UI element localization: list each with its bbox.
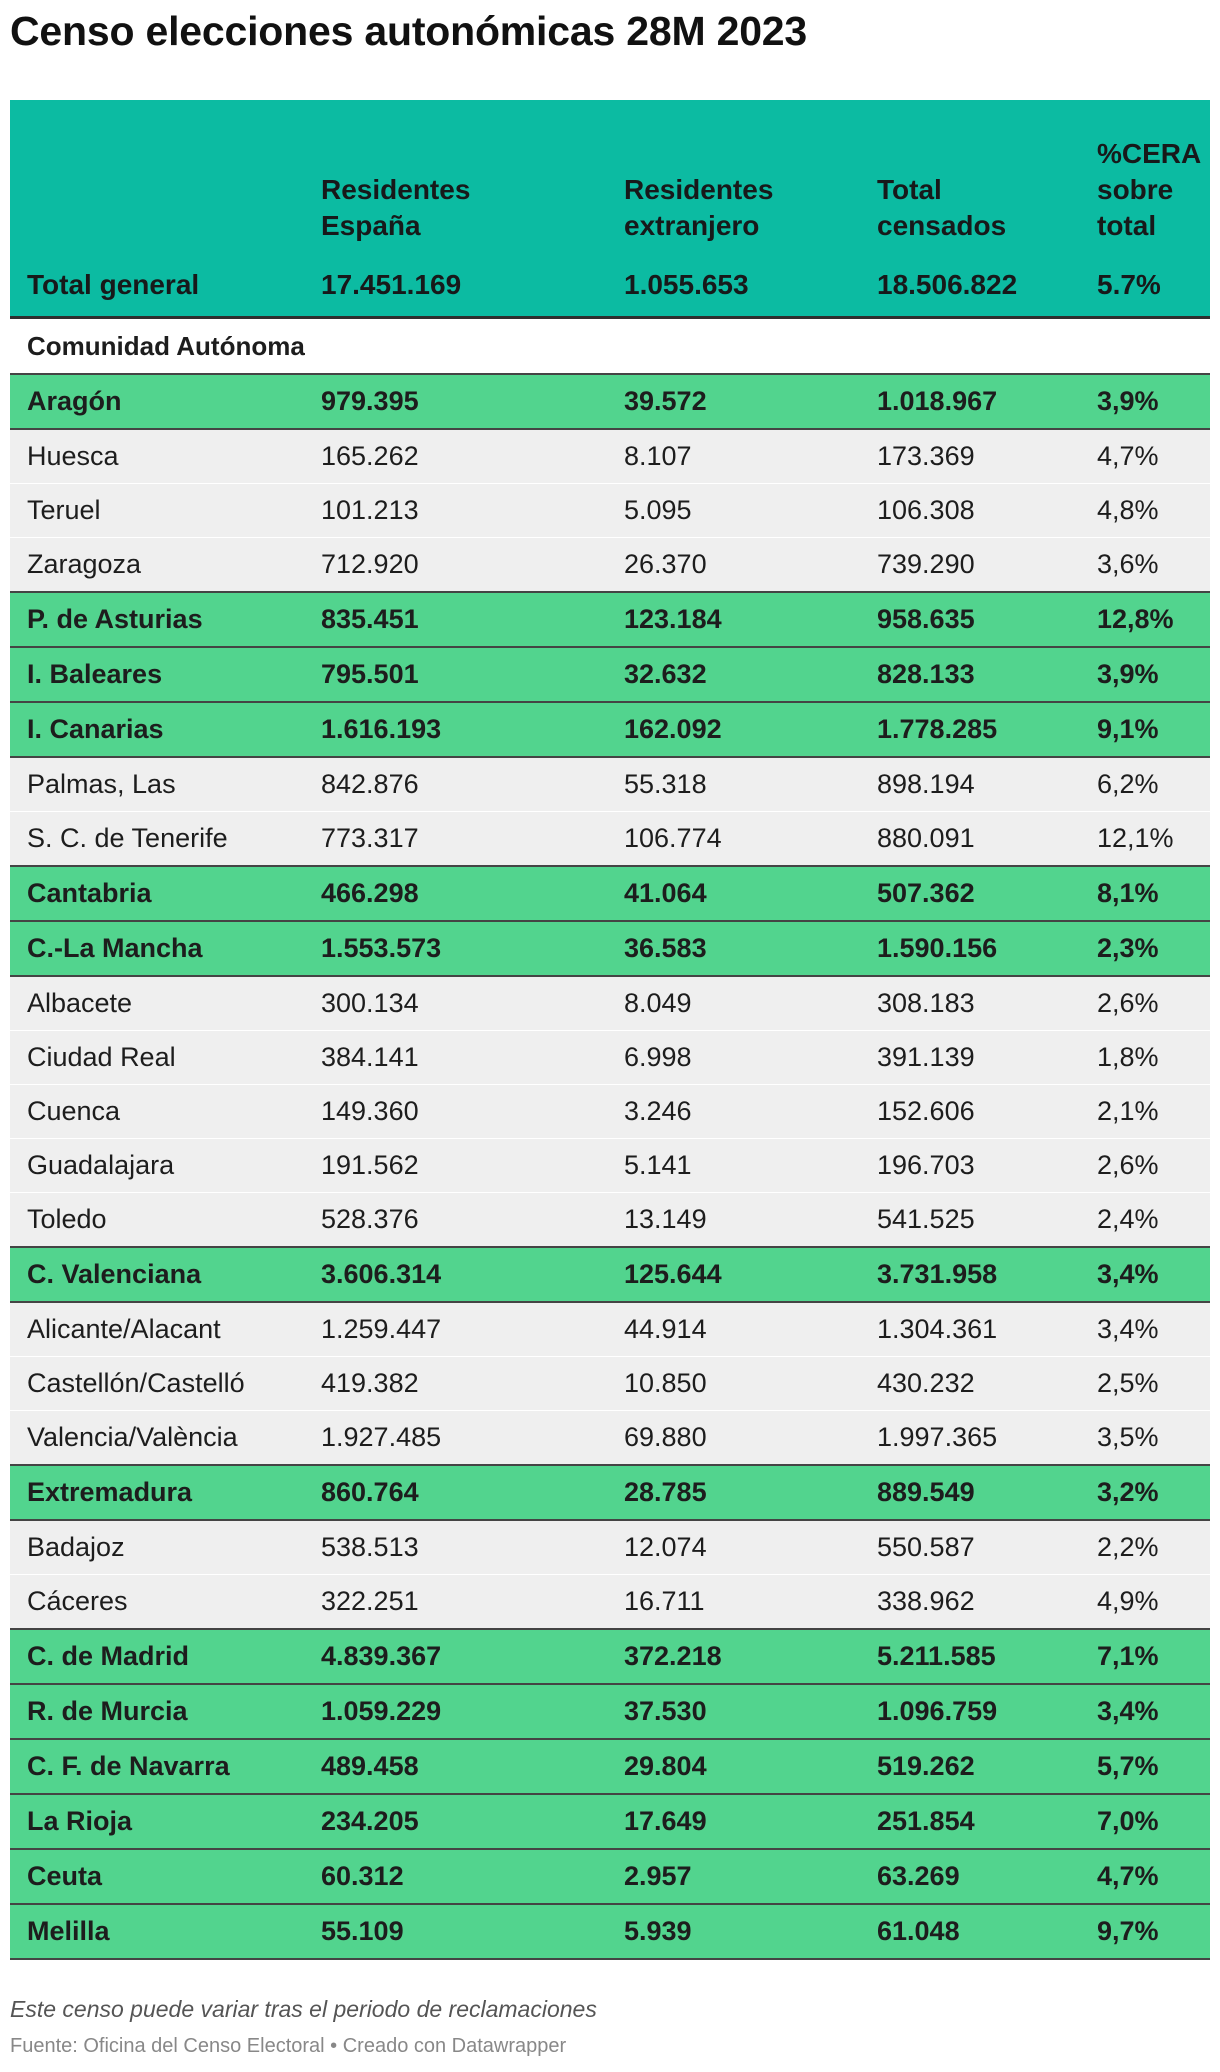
value-cell: 541.525 [860,1193,1080,1248]
value-cell: 8.107 [607,429,860,484]
column-header-row [10,100,1210,254]
value-cell: 308.183 [860,976,1080,1031]
value-cell: 63.269 [860,1849,1080,1904]
value-cell: 958.635 [860,592,1080,647]
value-cell: 251.854 [860,1794,1080,1849]
value-cell: 835.451 [304,592,607,647]
value-cell: 60.312 [304,1849,607,1904]
value-cell: 1.590.156 [860,921,1080,976]
value-cell: 3,6% [1080,538,1210,593]
value-cell: 979.395 [304,374,607,429]
value-cell: 28.785 [607,1465,860,1520]
value-cell: 3,4% [1080,1684,1210,1739]
column-header: Residentes España [304,100,607,254]
section-label: Comunidad Autónoma [27,330,305,361]
value-cell: 519.262 [860,1739,1080,1794]
total-cell: 5.7% [1080,254,1210,318]
value-cell: 125.644 [607,1247,860,1302]
value-cell: 3,2% [1080,1465,1210,1520]
total-cell: 1.055.653 [607,254,860,318]
value-cell: 2,4% [1080,1193,1210,1248]
region-row [10,1629,1210,1684]
value-cell: 391.139 [860,1031,1080,1085]
value-cell: 36.583 [607,921,860,976]
row-label-cell: Alicante/Alacant [10,1302,304,1357]
value-cell: 739.290 [860,538,1080,593]
value-cell: 5.095 [607,484,860,538]
region-row [10,647,1210,702]
value-cell: 1.616.193 [304,702,607,757]
column-header: Total censados [860,100,1080,254]
row-label-cell: Valencia/València [10,1411,304,1466]
value-cell: 300.134 [304,976,607,1031]
value-cell: 61.048 [860,1904,1080,1959]
region-row [10,374,1210,429]
value-cell: 3.606.314 [304,1247,607,1302]
value-cell: 29.804 [607,1739,860,1794]
province-row [10,538,1210,593]
value-cell: 1.018.967 [860,374,1080,429]
source-credit: Fuente: Oficina del Censo Electoral • Creado con Datawrapper [10,2035,567,2057]
row-label-cell: Badajoz [10,1520,304,1575]
value-cell: 550.587 [860,1520,1080,1575]
value-cell: 32.632 [607,647,860,702]
value-cell: 538.513 [304,1520,607,1575]
value-cell: 44.914 [607,1302,860,1357]
value-cell: 39.572 [607,374,860,429]
value-cell: 372.218 [607,1629,860,1684]
row-label-cell: S. C. de Tenerife [10,812,304,867]
value-cell: 1.304.361 [860,1302,1080,1357]
province-row [10,484,1210,538]
value-cell: 106.774 [607,812,860,867]
row-label-cell: Zaragoza [10,538,304,593]
value-cell: 26.370 [607,538,860,593]
row-label-cell: Toledo [10,1193,304,1248]
value-cell: 1.059.229 [304,1684,607,1739]
value-cell: 5.141 [607,1139,860,1193]
value-cell: 106.308 [860,484,1080,538]
row-label-cell: I. Baleares [10,647,304,702]
value-cell: 191.562 [304,1139,607,1193]
value-cell: 41.064 [607,866,860,921]
value-cell: 2,6% [1080,976,1210,1031]
region-row [10,866,1210,921]
value-cell: 7,0% [1080,1794,1210,1849]
total-row [10,254,1210,318]
row-label-cell: Cáceres [10,1575,304,1630]
row-label-cell: Cantabria [10,866,304,921]
province-row [10,1193,1210,1248]
value-cell: 12,1% [1080,812,1210,867]
region-row [10,1739,1210,1794]
value-cell: 8.049 [607,976,860,1031]
value-cell: 37.530 [607,1684,860,1739]
value-cell: 528.376 [304,1193,607,1248]
value-cell: 898.194 [860,757,1080,812]
value-cell: 152.606 [860,1085,1080,1139]
province-row [10,1031,1210,1085]
census-table [10,100,1210,1960]
value-cell: 162.092 [607,702,860,757]
value-cell: 466.298 [304,866,607,921]
value-cell: 3,9% [1080,647,1210,702]
value-cell: 338.962 [860,1575,1080,1630]
province-row [10,1085,1210,1139]
province-row [10,976,1210,1031]
row-label-cell: Albacete [10,976,304,1031]
value-cell: 828.133 [860,647,1080,702]
value-cell: 123.184 [607,592,860,647]
value-cell: 4,9% [1080,1575,1210,1630]
province-row [10,1357,1210,1411]
value-cell: 880.091 [860,812,1080,867]
region-row [10,1849,1210,1904]
column-header [10,100,304,254]
value-cell: 322.251 [304,1575,607,1630]
row-label-cell: La Rioja [10,1794,304,1849]
value-cell: 12.074 [607,1520,860,1575]
value-cell: 4.839.367 [304,1629,607,1684]
value-cell: 101.213 [304,484,607,538]
value-cell: 12,8% [1080,592,1210,647]
value-cell: 2,1% [1080,1085,1210,1139]
value-cell: 173.369 [860,429,1080,484]
row-label-cell: Huesca [10,429,304,484]
column-header: Residentes extranjero [607,100,860,254]
value-cell: 9,1% [1080,702,1210,757]
section-label-row [10,318,1210,375]
region-row [10,921,1210,976]
value-cell: 3,9% [1080,374,1210,429]
value-cell: 842.876 [304,757,607,812]
row-label-cell: C. F. de Navarra [10,1739,304,1794]
value-cell: 16.711 [607,1575,860,1630]
region-row [10,1794,1210,1849]
province-row [10,429,1210,484]
row-label-cell: Ciudad Real [10,1031,304,1085]
province-row [10,1575,1210,1630]
value-cell: 3.246 [607,1085,860,1139]
region-row [10,1904,1210,1959]
value-cell: 1.778.285 [860,702,1080,757]
province-row [10,1302,1210,1357]
row-label-cell: Melilla [10,1904,304,1959]
value-cell: 9,7% [1080,1904,1210,1959]
row-label-cell: Ceuta [10,1849,304,1904]
total-cell: Total general [10,254,304,318]
value-cell: 17.649 [607,1794,860,1849]
value-cell: 5.211.585 [860,1629,1080,1684]
value-cell: 6,2% [1080,757,1210,812]
chart-title: Censo elecciones autonómicas 28M 2023 [10,8,808,54]
row-label-cell: Cuenca [10,1085,304,1139]
total-cell: 17.451.169 [304,254,607,318]
value-cell: 2,6% [1080,1139,1210,1193]
column-header: %CERA sobre total [1080,100,1210,254]
value-cell: 384.141 [304,1031,607,1085]
province-row [10,1139,1210,1193]
value-cell: 3,5% [1080,1411,1210,1466]
region-row [10,702,1210,757]
region-row [10,1684,1210,1739]
province-row [10,757,1210,812]
value-cell: 1.553.573 [304,921,607,976]
value-cell: 234.205 [304,1794,607,1849]
table-body [10,318,1210,1960]
row-label-cell: Castellón/Castelló [10,1357,304,1411]
total-cell: 18.506.822 [860,254,1080,318]
value-cell: 4,7% [1080,1849,1210,1904]
footnote: Este censo puede variar tras el periodo de reclamaciones [10,1996,597,2022]
row-label-cell: I. Canarias [10,702,304,757]
value-cell: 4,7% [1080,429,1210,484]
province-row [10,1520,1210,1575]
value-cell: 3,4% [1080,1247,1210,1302]
row-label-cell: Guadalajara [10,1139,304,1193]
value-cell: 55.109 [304,1904,607,1959]
value-cell: 712.920 [304,538,607,593]
value-cell: 165.262 [304,429,607,484]
value-cell: 773.317 [304,812,607,867]
province-row [10,1411,1210,1466]
value-cell: 419.382 [304,1357,607,1411]
value-cell: 13.149 [607,1193,860,1248]
value-cell: 3,4% [1080,1302,1210,1357]
value-cell: 8,1% [1080,866,1210,921]
row-label-cell: C. de Madrid [10,1629,304,1684]
value-cell: 1.997.365 [860,1411,1080,1466]
row-label-cell: C. Valenciana [10,1247,304,1302]
value-cell: 507.362 [860,866,1080,921]
row-label-cell: Teruel [10,484,304,538]
value-cell: 1.096.759 [860,1684,1080,1739]
value-cell: 1.259.447 [304,1302,607,1357]
value-cell: 55.318 [607,757,860,812]
value-cell: 196.703 [860,1139,1080,1193]
value-cell: 430.232 [860,1357,1080,1411]
value-cell: 69.880 [607,1411,860,1466]
value-cell: 2,3% [1080,921,1210,976]
province-row [10,812,1210,867]
value-cell: 7,1% [1080,1629,1210,1684]
value-cell: 10.850 [607,1357,860,1411]
value-cell: 5,7% [1080,1739,1210,1794]
value-cell: 6.998 [607,1031,860,1085]
region-row [10,1465,1210,1520]
region-row [10,1247,1210,1302]
value-cell: 2,5% [1080,1357,1210,1411]
value-cell: 149.360 [304,1085,607,1139]
row-label-cell: C.-La Mancha [10,921,304,976]
value-cell: 889.549 [860,1465,1080,1520]
row-label-cell: Extremadura [10,1465,304,1520]
row-label-cell: Palmas, Las [10,757,304,812]
value-cell: 5.939 [607,1904,860,1959]
value-cell: 489.458 [304,1739,607,1794]
row-label-cell: R. de Murcia [10,1684,304,1739]
value-cell: 2.957 [607,1849,860,1904]
value-cell: 795.501 [304,647,607,702]
row-label-cell: Aragón [10,374,304,429]
value-cell: 860.764 [304,1465,607,1520]
value-cell: 4,8% [1080,484,1210,538]
row-label-cell: P. de Asturias [10,592,304,647]
value-cell: 3.731.958 [860,1247,1080,1302]
region-row [10,592,1210,647]
value-cell: 2,2% [1080,1520,1210,1575]
value-cell: 1.927.485 [304,1411,607,1466]
value-cell: 1,8% [1080,1031,1210,1085]
